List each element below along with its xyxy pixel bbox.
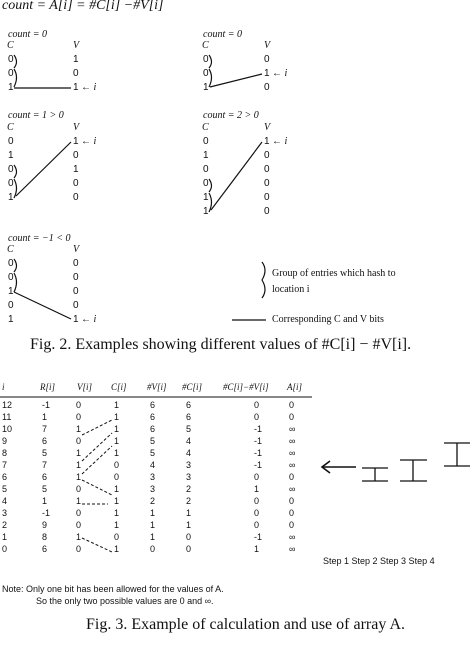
table-cell: 7 [2, 460, 8, 470]
table-cell: 0 [289, 400, 295, 410]
v-value: 0 [73, 300, 79, 311]
table-cell: 0 [254, 520, 260, 530]
table-cell: -1 [254, 424, 263, 434]
v-header: V [73, 122, 80, 133]
v-value: 0 [264, 206, 270, 217]
table-cell: 8 [2, 448, 8, 458]
table-cell: ∞ [289, 424, 296, 434]
table-cell: -1 [254, 460, 263, 470]
steps-label: Step 1 Step 2 Step 3 Step 4 [323, 556, 435, 566]
v-value: 0 [264, 150, 270, 161]
c-header: C [202, 122, 209, 133]
table-cell: 0 [76, 508, 82, 518]
legend-bits-text: Corresponding C and V bits [272, 314, 384, 325]
legend-group-text: location i [272, 284, 310, 295]
c-value: 0 [8, 136, 14, 147]
arrow-label: ← i [81, 136, 97, 147]
column-header: V[i] [77, 382, 93, 392]
c-value: 0 [8, 164, 14, 175]
table-cell: 1 [2, 532, 8, 542]
step-3-stack [400, 460, 427, 481]
v-value: 1 [73, 54, 79, 65]
step-4-stack [444, 443, 470, 466]
table-cell: 8 [42, 532, 48, 542]
table-cell: 7 [42, 460, 48, 470]
v-value: 1 [73, 164, 79, 175]
c-value: 1 [8, 82, 14, 93]
v-value: 0 [73, 192, 79, 203]
table-cell: 6 [186, 412, 192, 422]
step-stacks [362, 443, 470, 481]
table-cell: 2 [150, 496, 156, 506]
v-header: V [264, 122, 271, 133]
table-cell: 0 [289, 508, 295, 518]
table-cell: 3 [150, 472, 156, 482]
table-cell: 1 [76, 472, 82, 482]
table-cell: -1 [254, 436, 263, 446]
table-cell: 3 [150, 484, 156, 494]
table-cell: 6 [150, 400, 156, 410]
dashed-links [82, 420, 112, 552]
v-value: 0 [264, 192, 270, 203]
legend-group-text: Group of entries which hash to [272, 268, 396, 279]
table-cell: 1 [114, 436, 120, 446]
table-cell: 1 [114, 412, 120, 422]
c-value: 1 [8, 150, 14, 161]
table-cell: 1 [114, 424, 120, 434]
table-cell: -1 [254, 448, 263, 458]
v-value: 1 [264, 68, 270, 79]
table-cell: 0 [254, 496, 260, 506]
c-header: C [7, 122, 14, 133]
table-cell: 0 [2, 544, 8, 554]
column-header: i [2, 382, 5, 392]
table-cell: 4 [186, 436, 192, 446]
table-cell: 0 [76, 484, 82, 494]
table-cell: 6 [2, 472, 8, 482]
header-equation: count = A[i] = #C[i] −#V[i] [2, 0, 164, 13]
table-cell: 6 [150, 412, 156, 422]
c-value: 1 [8, 192, 14, 203]
table-cell: ∞ [289, 544, 296, 554]
table-cell: 0 [114, 532, 120, 542]
v-value: 1 [73, 136, 79, 147]
table-cell: 1 [42, 412, 48, 422]
table-cell: 5 [42, 484, 48, 494]
c-value: 0 [8, 54, 14, 65]
c-value: 0 [8, 272, 14, 283]
c-header: C [202, 40, 209, 51]
note-line: So the only two possible values are 0 and ∞. [36, 596, 214, 606]
table-cell: 1 [76, 424, 82, 434]
fig3-caption: Fig. 3. Example of calculation and use of array A. [86, 616, 406, 633]
v-value: 0 [264, 178, 270, 189]
table-cell: 0 [289, 496, 295, 506]
table-cell: 0 [114, 460, 120, 470]
left-arrow [322, 461, 356, 473]
table-cell: 1 [42, 496, 48, 506]
table-cell: 0 [76, 436, 82, 446]
table-cell: 6 [150, 424, 156, 434]
table-cell: 0 [114, 472, 120, 482]
column-header: C[i] [111, 382, 127, 392]
arrow-label: ← i [81, 314, 97, 325]
table-cell: 4 [150, 460, 156, 470]
panel-title: count = 2 > 0 [203, 110, 259, 121]
c-value: 1 [203, 192, 209, 203]
table-cell: 1 [76, 532, 82, 542]
table-cell: 3 [2, 508, 8, 518]
panel-title: count = 0 [8, 29, 47, 40]
v-header: V [73, 244, 80, 255]
v-value: 0 [73, 150, 79, 161]
v-header: V [73, 40, 80, 51]
table-cell: 1 [76, 496, 82, 506]
table-cell: 0 [254, 508, 260, 518]
panel-title: count = 1 > 0 [8, 110, 64, 121]
table-cell: 0 [76, 412, 82, 422]
table-cell: 1 [114, 544, 120, 554]
table-cell: 9 [42, 520, 48, 530]
v-value: 0 [73, 272, 79, 283]
table-cell: 3 [186, 472, 192, 482]
table-cell: 1 [114, 400, 120, 410]
v-value: 1 [264, 136, 270, 147]
column-header: #V[i] [147, 382, 167, 392]
table-cell: 0 [76, 400, 82, 410]
table-cell: 3 [186, 460, 192, 470]
c-value: 0 [203, 136, 209, 147]
table-cell: ∞ [289, 532, 296, 542]
v-header: V [264, 40, 271, 51]
table-cell: 0 [289, 412, 295, 422]
arrow-label: ← i [272, 68, 288, 79]
table-cell: 1 [114, 448, 120, 458]
table-cell: 6 [186, 400, 192, 410]
table-cell: 1 [150, 520, 156, 530]
table-cell: 0 [254, 472, 260, 482]
table-cell: ∞ [289, 484, 296, 494]
c-value: 1 [203, 150, 209, 161]
table-cell: 5 [186, 424, 192, 434]
table-cell: 2 [186, 484, 192, 494]
c-value: 0 [203, 54, 209, 65]
table-cell: 0 [289, 472, 295, 482]
table-cell: 5 [2, 484, 8, 494]
table-cell: 0 [150, 544, 156, 554]
table-cell: 1 [76, 460, 82, 470]
table-cell: ∞ [289, 448, 296, 458]
note-line: Note: Only one bit has been allowed for the values of A. [2, 584, 224, 594]
table-cell: 1 [76, 448, 82, 458]
table-cell: 0 [76, 544, 82, 554]
table-cell: 0 [76, 520, 82, 530]
table-cell: 5 [150, 448, 156, 458]
table-cell: 10 [2, 424, 13, 434]
table-cell: 5 [42, 448, 48, 458]
table-cell: 4 [186, 448, 192, 458]
table-cell: 1 [254, 484, 260, 494]
table-cell: 9 [2, 436, 8, 446]
table-cell: 1 [186, 520, 192, 530]
table-cell: 0 [254, 400, 260, 410]
table-cell: 6 [42, 544, 48, 554]
table-cell: 0 [186, 544, 192, 554]
v-value: 0 [73, 286, 79, 297]
table-cell: 1 [114, 484, 120, 494]
column-header: R[i] [40, 382, 56, 392]
c-value: 1 [8, 286, 14, 297]
table-cell: -1 [42, 508, 51, 518]
c-value: 1 [203, 82, 209, 93]
table-cell: 1 [114, 520, 120, 530]
table-cell: 7 [42, 424, 48, 434]
c-value: 0 [203, 68, 209, 79]
table-cell: 0 [254, 412, 260, 422]
table-cell: 0 [186, 532, 192, 542]
table-cell: 12 [2, 400, 13, 410]
table-cell: 11 [2, 412, 12, 422]
v-value: 0 [264, 54, 270, 65]
table-cell: 2 [2, 520, 8, 530]
column-header: #C[i] [182, 382, 203, 392]
c-value: 0 [203, 178, 209, 189]
v-value: 1 [73, 82, 79, 93]
table-cell: 4 [2, 496, 8, 506]
c-value: 0 [8, 178, 14, 189]
c-value: 0 [8, 258, 14, 269]
arrow-label: ← i [81, 82, 97, 93]
table-cell: 6 [42, 436, 48, 446]
table-cell: 1 [254, 544, 260, 554]
table-cell: 1 [186, 508, 192, 518]
v-value: 0 [73, 68, 79, 79]
c-value: 1 [203, 206, 209, 217]
v-value: 0 [264, 164, 270, 175]
table-cell: -1 [254, 532, 263, 542]
panel-title: count = 0 [203, 29, 242, 40]
table-cell: -1 [42, 400, 51, 410]
table-cell: ∞ [289, 436, 296, 446]
table-cell: 1 [150, 508, 156, 518]
table-cell: 1 [114, 508, 120, 518]
c-header: C [7, 244, 14, 255]
v-value: 0 [73, 178, 79, 189]
v-value: 1 [73, 314, 79, 325]
step-2-stack [362, 468, 388, 481]
c-value: 0 [203, 164, 209, 175]
arrow-label: ← i [272, 136, 288, 147]
table-cell: 0 [289, 520, 295, 530]
table-cell: ∞ [289, 460, 296, 470]
c-header: C [7, 40, 14, 51]
fig2-caption: Fig. 2. Examples showing different values of #C[i] − #V[i]. [30, 336, 412, 353]
c-value: 0 [8, 68, 14, 79]
table-cell: 2 [186, 496, 192, 506]
column-header: A[i] [287, 382, 303, 392]
c-value: 1 [8, 314, 14, 325]
table-cell: 6 [42, 472, 48, 482]
column-header: #C[i]−#V[i] [223, 382, 269, 392]
table-cell: 1 [150, 532, 156, 542]
v-value: 0 [73, 258, 79, 269]
table-cell: 1 [114, 496, 120, 506]
v-value: 0 [264, 82, 270, 93]
c-value: 0 [8, 300, 14, 311]
panel-title: count = −1 < 0 [8, 233, 71, 244]
table-cell: 5 [150, 436, 156, 446]
